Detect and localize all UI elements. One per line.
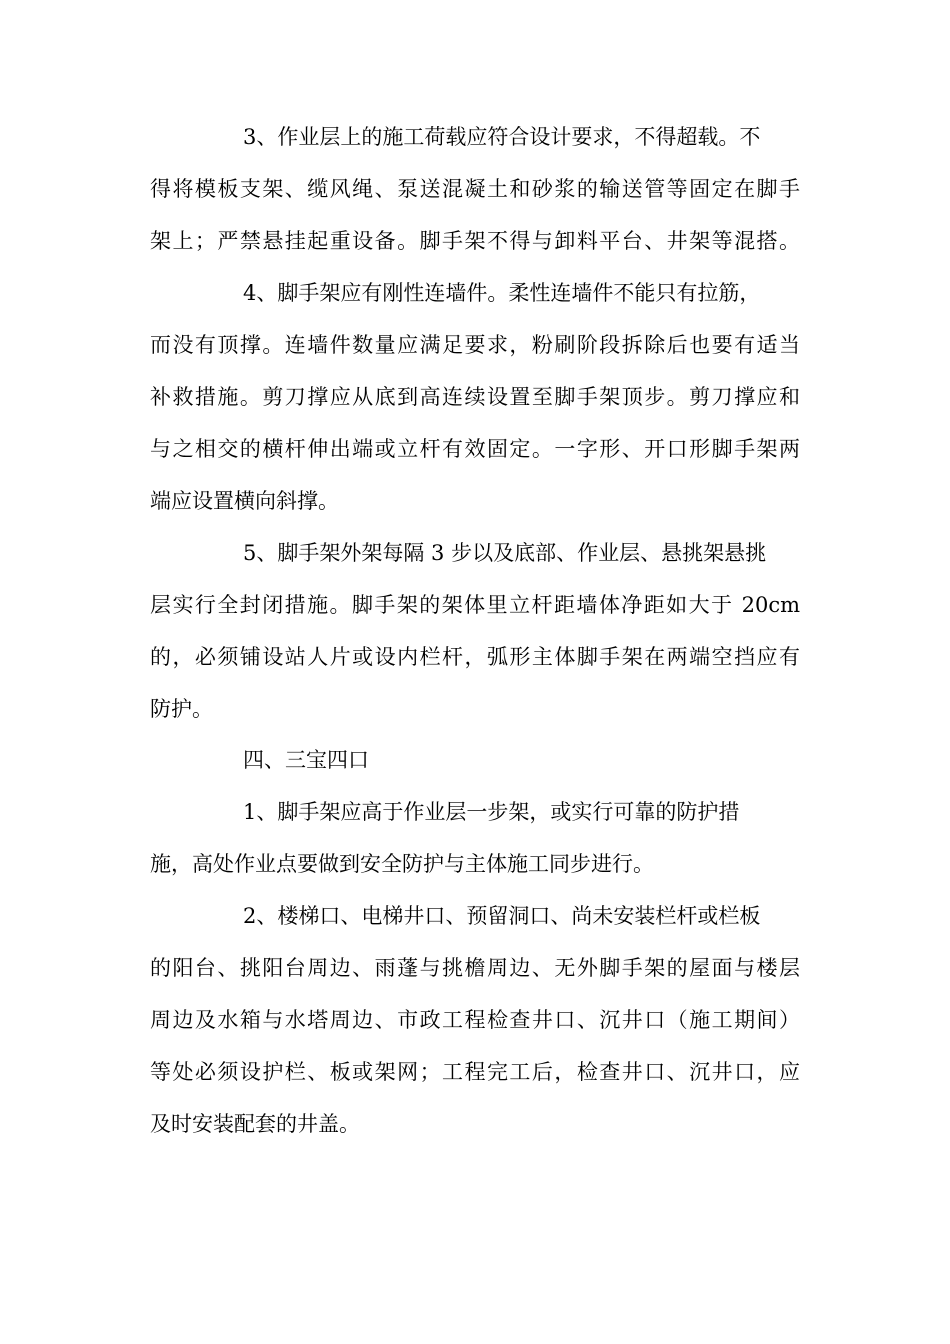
paragraph-line: 1、脚手架应高于作业层一步架，或实行可靠的防护措 bbox=[243, 800, 740, 824]
paragraph-line: 的，必须铺设站人片或设内栏杆，弧形主体脚手架在两端空挡应有 bbox=[150, 645, 800, 669]
paragraph-line: 及时安装配套的井盖。 bbox=[150, 1112, 360, 1136]
section-heading bbox=[150, 734, 800, 786]
paragraph-line: 得将模板支架、缆风绳、泵送混凝土和砂浆的输送管等固定在脚手 bbox=[150, 177, 800, 201]
paragraph-enclosure bbox=[150, 527, 800, 735]
paragraph-line: 端应设置横向斜撑。 bbox=[150, 489, 339, 513]
paragraph-line: 5、脚手架外架每隔 3 步以及底部、作业层、悬挑架悬挑 bbox=[243, 541, 767, 565]
paragraph-line: 而没有顶撑。连墙件数量应满足要求，粉刷阶段拆除后也要有适当 bbox=[150, 333, 800, 357]
paragraph-line: 与之相交的横杆伸出端或立杆有效固定。一字形、开口形脚手架两 bbox=[150, 437, 800, 461]
paragraph-line: 的阳台、挑阳台周边、雨蓬与挑檐周边、无外脚手架的屋面与楼层 bbox=[150, 956, 800, 980]
paragraph-line: 等处必须设护栏、板或架网；工程完工后，检查井口、沉井口，应 bbox=[150, 1060, 800, 1084]
section-heading-text: 四、三宝四口 bbox=[243, 748, 369, 772]
paragraph-openings bbox=[150, 890, 800, 1150]
paragraph-line: 3、作业层上的施工荷载应符合设计要求，不得超载。不 bbox=[243, 125, 761, 149]
paragraph-line: 架上；严禁悬挂起重设备。脚手架不得与卸料平台、井架等混搭。 bbox=[150, 229, 800, 253]
paragraph-line: 层实行全封闭措施。脚手架的架体里立杆距墙体净距如大于 20cm bbox=[150, 593, 800, 617]
paragraph-line: 2、楼梯口、电梯井口、预留洞口、尚未安装栏杆或栏板 bbox=[243, 904, 761, 928]
paragraph-line: 4、脚手架应有刚性连墙件。柔性连墙件不能只有拉筋， bbox=[243, 281, 761, 305]
paragraph-line: 补救措施。剪刀撑应从底到高连续设置至脚手架顶步。剪刀撑应和 bbox=[150, 385, 800, 409]
paragraph-line: 防护。 bbox=[150, 697, 213, 721]
paragraph-wall-ties bbox=[150, 267, 800, 527]
paragraph-load-requirements bbox=[150, 111, 800, 267]
paragraph-scaffold-height bbox=[150, 786, 800, 890]
paragraph-line: 周边及水箱与水塔周边、市政工程检查井口、沉井口（施工期间） bbox=[150, 1008, 800, 1032]
paragraph-line: 施，高处作业点要做到安全防护与主体施工同步进行。 bbox=[150, 852, 654, 876]
